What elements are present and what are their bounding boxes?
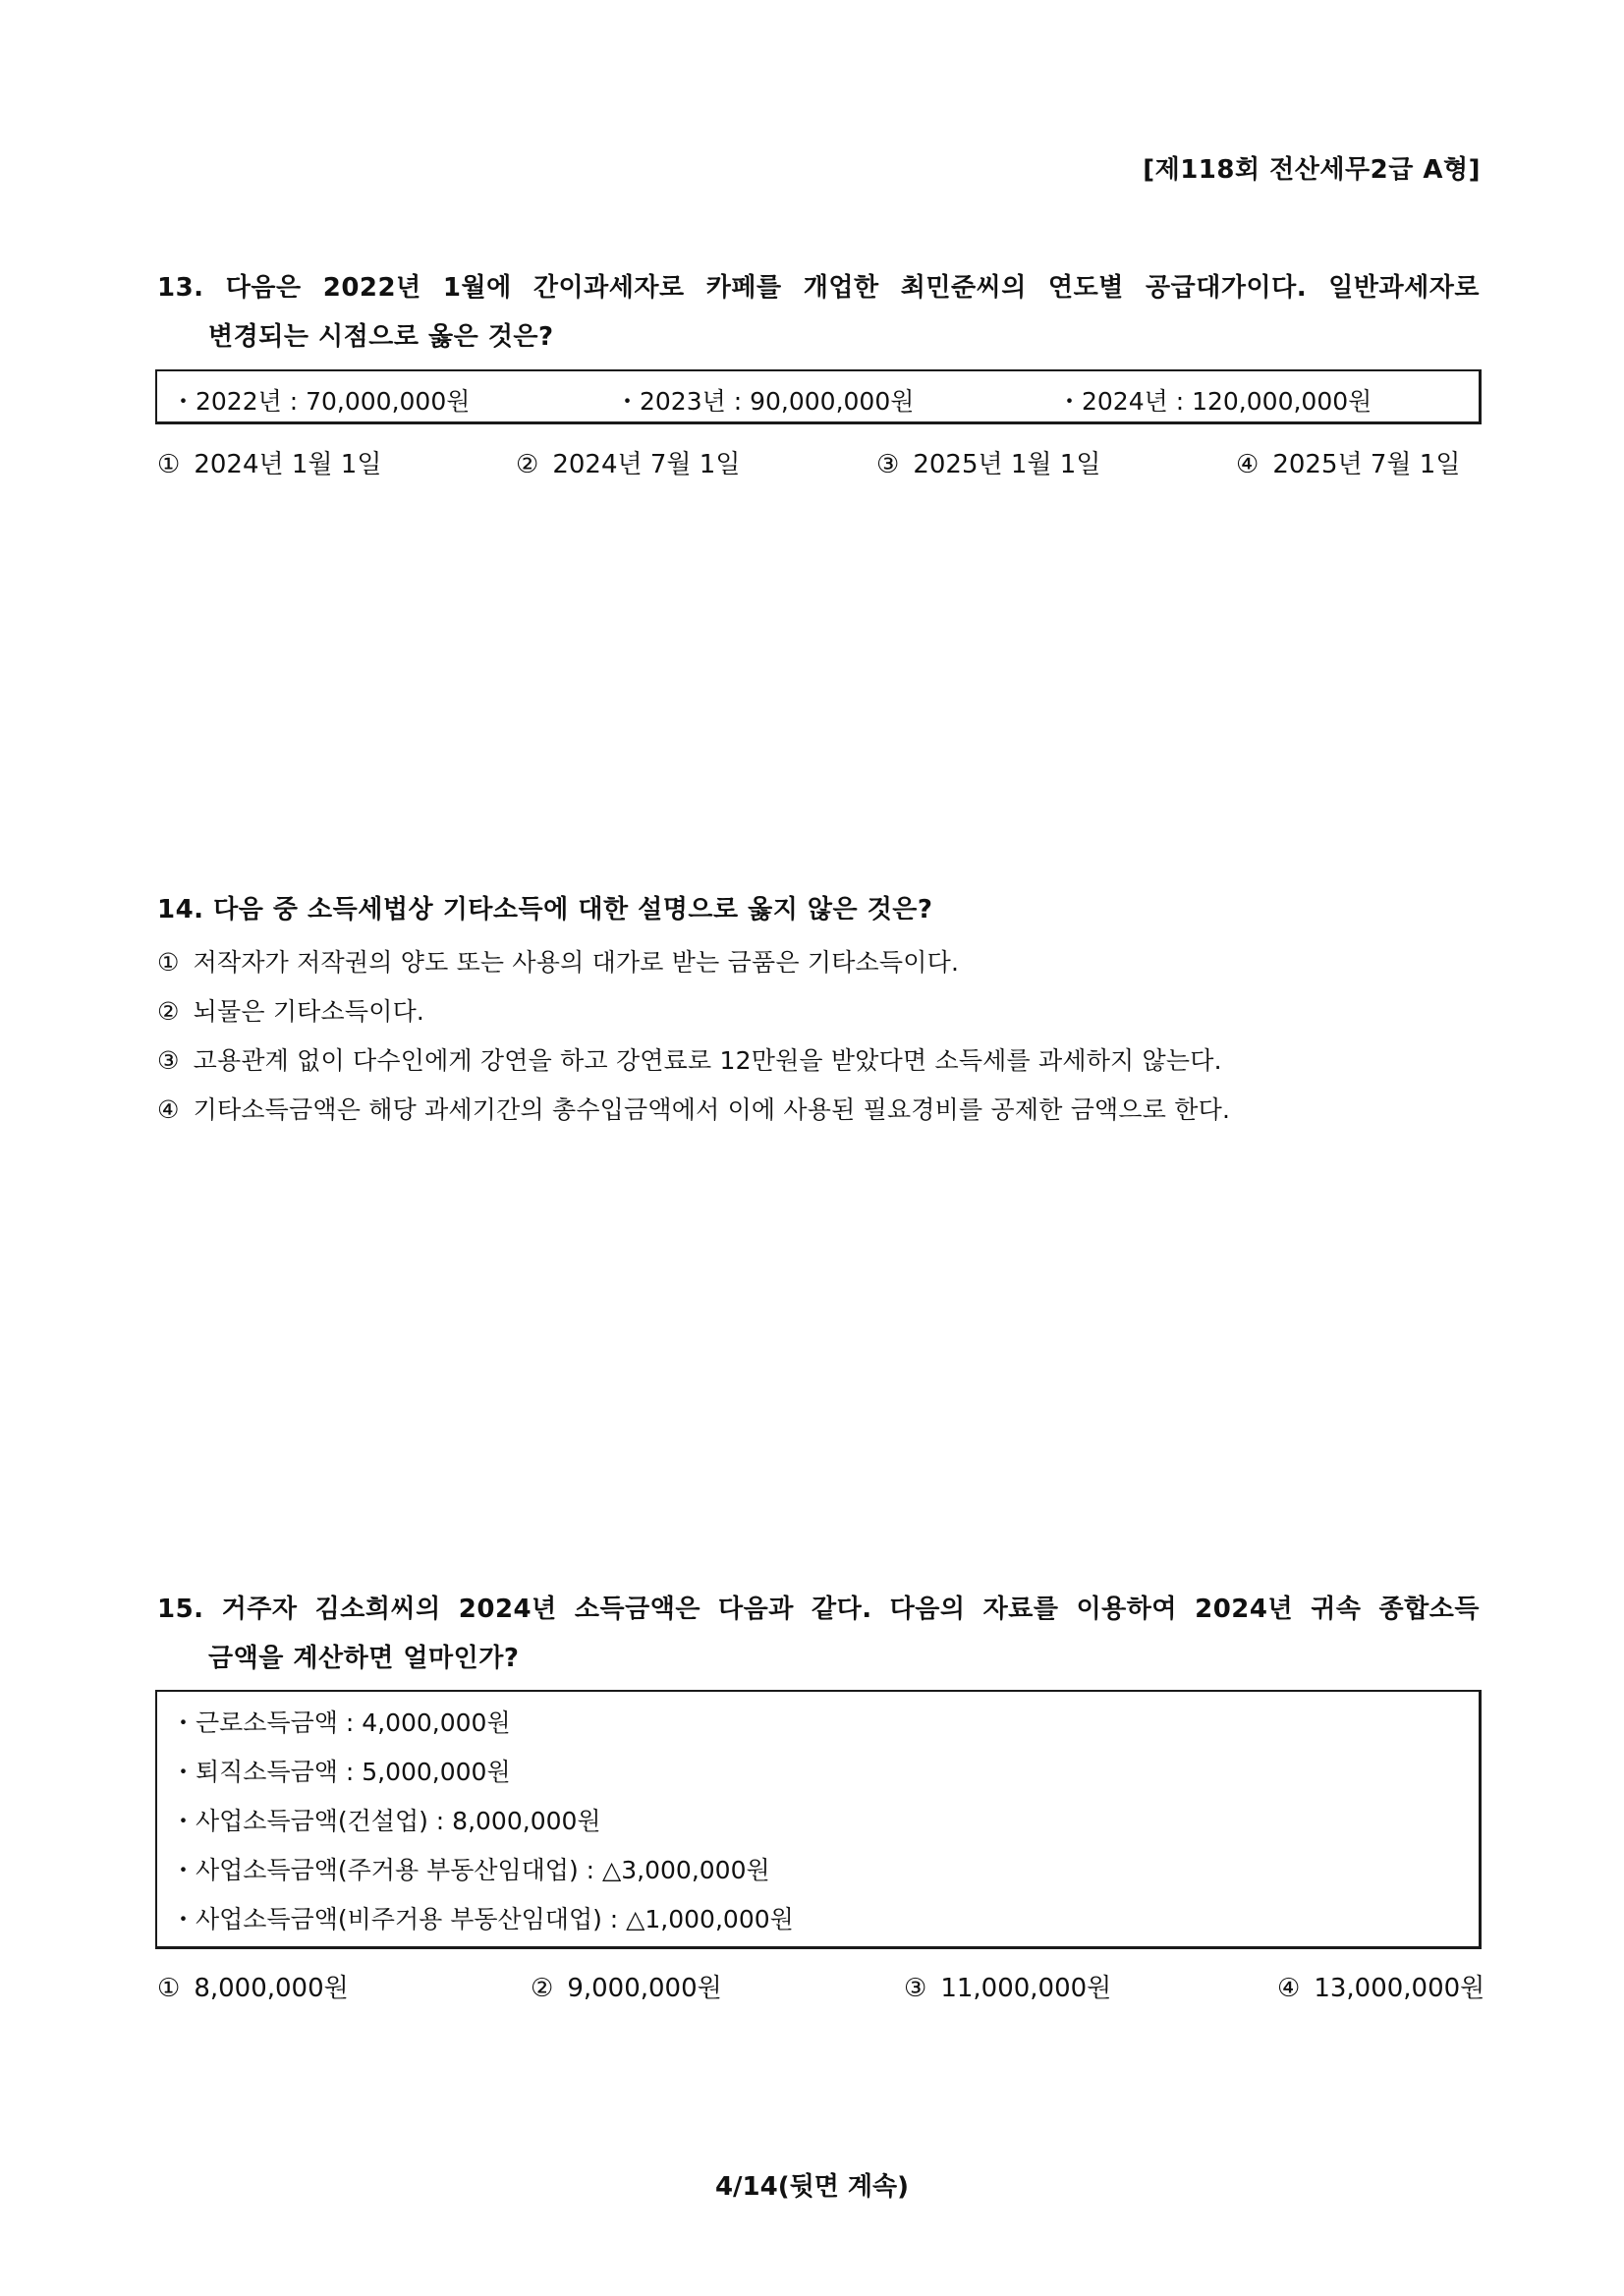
choice-number: ②: [531, 1974, 554, 2003]
q13-box-item: ・2023년 : 90,000,000원: [615, 387, 915, 416]
choice-text: 2024년 1월 1일: [194, 450, 382, 479]
q15-box-item: ・사업소득금액(건설업) : 8,000,000원: [171, 1807, 601, 1835]
choice-text: 뇌물은 기타소득이다.: [193, 997, 425, 1026]
choice-number: ④: [1236, 450, 1260, 479]
q15-choice-3[interactable]: [904, 1968, 1111, 2004]
choice-text: 고용관계 없이 다수인에게 강연을 하고 강연료로 12만원을 받았다면 소득세를 과세하지 않는다.: [193, 1046, 1222, 1075]
choice-text: 2024년 7월 1일: [552, 450, 741, 479]
q13-box-item: ・2024년 : 120,000,000원: [1057, 387, 1372, 416]
choice-number: ①: [157, 1974, 181, 2003]
choice-text: 9,000,000원: [567, 1974, 722, 2003]
choice-text: 저작자가 저작권의 양도 또는 사용의 대가로 받는 금품은 기타소득이다.: [193, 948, 960, 977]
choice-number: ③: [157, 1046, 180, 1075]
q13-stem-line2: 변경되는 시점으로 옳은 것은?: [208, 322, 554, 352]
choice-number: ②: [516, 450, 539, 479]
q13-choice-2[interactable]: [516, 444, 740, 480]
q15-data-box: [155, 1690, 1482, 1949]
q13-choice-1[interactable]: [157, 444, 381, 480]
choice-number: ①: [157, 450, 181, 479]
q13-choice-3[interactable]: [876, 444, 1100, 480]
choice-number: ③: [904, 1974, 927, 2003]
page-footer: 4/14(뒷면 계속): [714, 2172, 910, 2202]
choice-number: ①: [157, 948, 180, 977]
q15-box-item: ・퇴직소득금액 : 5,000,000원: [171, 1758, 511, 1786]
q14-choice-2[interactable]: [157, 992, 424, 1028]
q15-box-item: ・사업소득금액(비주거용 부동산임대업) : △1,000,000원: [171, 1905, 794, 1933]
q14-choice-4[interactable]: [157, 1091, 1230, 1126]
choice-number: ②: [157, 997, 180, 1026]
choice-text: 2025년 7월 1일: [1272, 450, 1461, 479]
choice-number: ④: [1277, 1974, 1301, 2003]
q15-box-item: ・근로소득금액 : 4,000,000원: [171, 1708, 511, 1737]
q13-data-box: [155, 369, 1482, 424]
q13-stem-line1: 13. 다음은 2022년 1월에 간이과세자로 카페를 개업한 최민준씨의 연도별 공급대가이다. 일반과세자로: [157, 273, 1480, 303]
q15-box-item: ・사업소득금액(주거용 부동산임대업) : △3,000,000원: [171, 1856, 770, 1884]
choice-number: ④: [157, 1095, 180, 1124]
choice-number: ③: [876, 450, 900, 479]
q15-choice-2[interactable]: [531, 1968, 722, 2004]
q15-choice-1[interactable]: [157, 1968, 349, 2004]
q15-stem-line2: 금액을 계산하면 얼마인가?: [208, 1644, 520, 1673]
q13-choice-4[interactable]: [1236, 444, 1460, 480]
choice-text: 13,000,000원: [1314, 1974, 1485, 2003]
choice-text: 기타소득금액은 해당 과세기간의 총수입금액에서 이에 사용된 필요경비를 공제한 금액으로 한다.: [193, 1095, 1231, 1124]
q14-stem: 14. 다음 중 소득세법상 기타소득에 대한 설명으로 옳지 않은 것은?: [157, 895, 933, 924]
choice-text: 11,000,000원: [940, 1974, 1112, 2003]
q15-stem-line1: 15. 거주자 김소희씨의 2024년 소득금액은 다음과 같다. 다음의 자료를 이용하여 2024년 귀속 종합소득: [157, 1595, 1480, 1624]
q14-choice-1[interactable]: [157, 943, 959, 979]
choice-text: 2025년 1월 1일: [913, 450, 1101, 479]
exam-header: [제118회 전산세무2급 A형]: [1143, 155, 1481, 185]
choice-text: 8,000,000원: [194, 1974, 349, 2003]
q14-choice-3[interactable]: [157, 1041, 1222, 1077]
q15-choice-4[interactable]: [1277, 1968, 1484, 2004]
q13-box-item: ・2022년 : 70,000,000원: [171, 387, 471, 416]
